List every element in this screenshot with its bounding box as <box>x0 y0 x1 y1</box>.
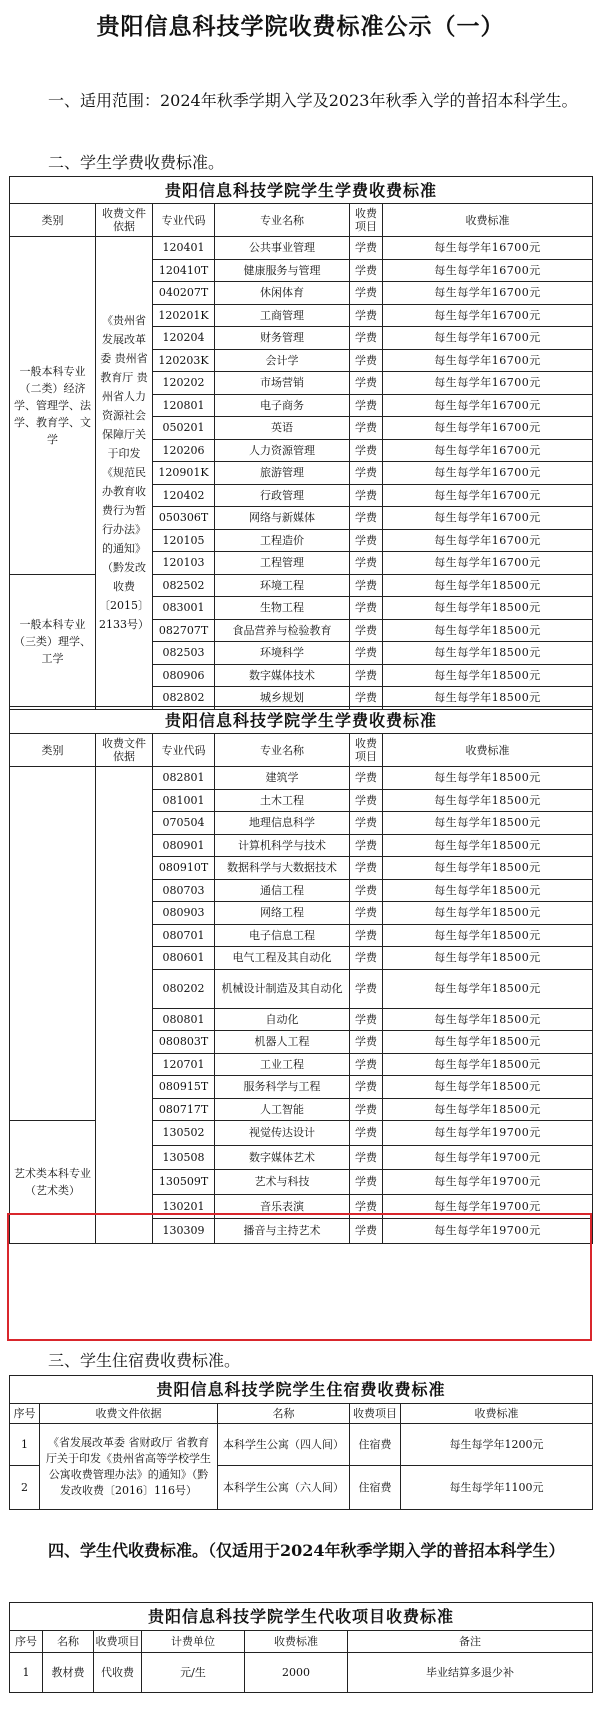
fee-item: 学费 <box>350 812 383 835</box>
fee-basis-document: 《贵州省发展改革委 贵州省教育厅 贵州省人力资源社会保障厅关于印发《规范民办教育收费行为暂行办法》的通知》（黔发改收费〔2015〕2133号） <box>96 237 153 710</box>
major-name: 播音与主持艺术 <box>215 1219 350 1244</box>
major-code: 080910T <box>153 857 215 880</box>
fee-standard: 每生每学年16700元 <box>383 484 593 507</box>
major-name: 人力资源管理 <box>215 439 350 462</box>
fee-standard: 每生每学年18500元 <box>383 574 593 597</box>
fee-item: 学费 <box>350 687 383 710</box>
category-blank <box>10 767 96 1121</box>
major-code: 080915T <box>153 1076 215 1099</box>
fee-standard: 每生每学年16700元 <box>383 372 593 395</box>
header-basis: 收费文件依据 <box>96 204 153 237</box>
header-remark: 备注 <box>348 1631 593 1653</box>
fee-standard: 每生每学年18500元 <box>383 1031 593 1054</box>
major-code: 130508 <box>153 1145 215 1170</box>
fee-standard: 每生每学年16700元 <box>383 304 593 327</box>
major-name: 机器人工程 <box>215 1031 350 1054</box>
major-code: 080801 <box>153 1008 215 1031</box>
major-name: 工商管理 <box>215 304 350 327</box>
row-index: 2 <box>10 1466 40 1510</box>
fee-standard: 每生每学年16700元 <box>383 282 593 305</box>
major-name: 公共事业管理 <box>215 237 350 260</box>
major-name: 艺术与科技 <box>215 1170 350 1195</box>
major-name: 旅游管理 <box>215 462 350 485</box>
header-name: 名称 <box>218 1404 350 1424</box>
major-code: 120206 <box>153 439 215 462</box>
major-name: 工程造价 <box>215 529 350 552</box>
header-category: 类别 <box>10 204 96 237</box>
fee-standard: 每生每学年19700元 <box>383 1145 593 1170</box>
fee-item: 学费 <box>350 507 383 530</box>
major-name: 行政管理 <box>215 484 350 507</box>
major-name: 计算机科学与技术 <box>215 834 350 857</box>
major-name: 地理信息科学 <box>215 812 350 835</box>
major-name: 财务管理 <box>215 327 350 350</box>
fee-item: 学费 <box>350 902 383 925</box>
major-name: 音乐表演 <box>215 1194 350 1219</box>
fee-item: 学费 <box>350 282 383 305</box>
fee-standard: 每生每学年18500元 <box>383 687 593 710</box>
major-code: 130509T <box>153 1170 215 1195</box>
fee-item: 学费 <box>350 1076 383 1099</box>
header-major: 专业名称 <box>215 204 350 237</box>
page-title: 贵阳信息科技学院收费标准公示（一） <box>96 13 505 40</box>
major-code: 120801 <box>153 394 215 417</box>
fee-standard: 每生每学年18500元 <box>383 924 593 947</box>
major-code: 082801 <box>153 767 215 790</box>
header-item: 收费项目 <box>350 204 383 237</box>
table-3-caption: 贵阳信息科技学院学生住宿费收费标准 <box>10 1376 593 1404</box>
major-code: 080701 <box>153 924 215 947</box>
fee-item: 学费 <box>350 259 383 282</box>
fee-standard: 每生每学年18500元 <box>383 1008 593 1031</box>
table-row <box>10 767 593 790</box>
textbook-item: 代收费 <box>94 1653 142 1693</box>
major-code: 080901 <box>153 834 215 857</box>
fee-standard: 每生每学年18500元 <box>383 789 593 812</box>
header-fee: 收费标准 <box>383 204 593 237</box>
category-type-2: 一般本科专业（二类）经济学、管理学、法学、教育学、文学 <box>10 237 96 575</box>
major-code: 050201 <box>153 417 215 440</box>
dorm-fee: 每生每学年1200元 <box>401 1424 593 1466</box>
fee-standard: 每生每学年16700元 <box>383 439 593 462</box>
fee-item: 学费 <box>350 237 383 260</box>
fee-item: 学费 <box>350 394 383 417</box>
fee-standard: 每生每学年18500元 <box>383 834 593 857</box>
major-name: 电子商务 <box>215 394 350 417</box>
major-name: 数据科学与大数据技术 <box>215 857 350 880</box>
fee-item: 学费 <box>350 789 383 812</box>
major-name: 环境科学 <box>215 642 350 665</box>
header-item: 收费项目 <box>350 1404 401 1424</box>
major-code: 130502 <box>153 1121 215 1146</box>
section-1-text: 一、适用范围：2024年秋季学期入学及2023年秋季入学的普招本科学生。 <box>48 91 578 110</box>
dorm-item: 住宿费 <box>350 1424 401 1466</box>
fee-standard: 每生每学年18500元 <box>383 1053 593 1076</box>
major-code: 080703 <box>153 879 215 902</box>
major-code: 082707T <box>153 619 215 642</box>
major-code: 130309 <box>153 1219 215 1244</box>
category-art: 艺术类本科专业（艺术类） <box>10 1121 96 1244</box>
major-name: 生物工程 <box>215 597 350 620</box>
major-code: 120701 <box>153 1053 215 1076</box>
fee-item: 学费 <box>350 1219 383 1244</box>
fee-item: 学费 <box>350 1145 383 1170</box>
header-item: 收费项目 <box>350 734 383 767</box>
major-code: 050306T <box>153 507 215 530</box>
major-name: 市场营销 <box>215 372 350 395</box>
fee-item: 学费 <box>350 969 383 1008</box>
major-code: 120105 <box>153 529 215 552</box>
major-name: 网络与新媒体 <box>215 507 350 530</box>
major-code: 120402 <box>153 484 215 507</box>
major-code: 120103 <box>153 552 215 575</box>
major-name: 电子信息工程 <box>215 924 350 947</box>
fee-item: 学费 <box>350 552 383 575</box>
major-code: 120410T <box>153 259 215 282</box>
category-type-3: 一般本科专业（三类）理学、工学 <box>10 574 96 709</box>
table-4-caption: 贵阳信息科技学院学生代收项目收费标准 <box>10 1603 593 1631</box>
fee-item: 学费 <box>350 1194 383 1219</box>
table-row <box>10 237 593 260</box>
major-name: 电气工程及其自动化 <box>215 947 350 970</box>
major-name: 自动化 <box>215 1008 350 1031</box>
fee-standard: 每生每学年18500元 <box>383 619 593 642</box>
major-name: 休闲体育 <box>215 282 350 305</box>
fee-item: 学费 <box>350 1031 383 1054</box>
fee-item: 学费 <box>350 879 383 902</box>
dorm-name: 本科学生公寓（六人间） <box>218 1466 350 1510</box>
fee-item: 学费 <box>350 924 383 947</box>
fee-standard: 每生每学年18500元 <box>383 879 593 902</box>
major-code: 120901K <box>153 462 215 485</box>
header-unit: 计费单位 <box>142 1631 245 1653</box>
header-index: 序号 <box>10 1404 40 1424</box>
major-code: 120202 <box>153 372 215 395</box>
major-code: 083001 <box>153 597 215 620</box>
major-name: 服务科学与工程 <box>215 1076 350 1099</box>
textbook-unit: 元/生 <box>142 1653 245 1693</box>
fee-item: 学费 <box>350 417 383 440</box>
fee-standard: 每生每学年18500元 <box>383 902 593 925</box>
major-code: 120201K <box>153 304 215 327</box>
fee-item: 学费 <box>350 574 383 597</box>
header-name: 名称 <box>43 1631 94 1653</box>
fee-standard: 每生每学年18500元 <box>383 947 593 970</box>
fee-standard: 每生每学年16700元 <box>383 349 593 372</box>
fee-standard: 每生每学年16700元 <box>383 417 593 440</box>
fee-standard: 每生每学年16700元 <box>383 394 593 417</box>
section-4-heading: 四、学生代收费标准。（仅适用于2024年秋季学期入学的普招本科学生） <box>48 1541 565 1560</box>
major-name: 会计学 <box>215 349 350 372</box>
major-code: 120203K <box>153 349 215 372</box>
fee-standard: 每生每学年16700元 <box>383 327 593 350</box>
agency-fee-table <box>9 1602 593 1693</box>
major-name: 数字媒体技术 <box>215 664 350 687</box>
header-basis: 收费文件依据 <box>40 1404 218 1424</box>
fee-standard: 每生每学年19700元 <box>383 1170 593 1195</box>
fee-standard: 每生每学年16700元 <box>383 552 593 575</box>
row-index: 1 <box>10 1653 43 1693</box>
fee-item: 学费 <box>350 484 383 507</box>
major-code: 082503 <box>153 642 215 665</box>
fee-item: 学费 <box>350 664 383 687</box>
major-code: 080906 <box>153 664 215 687</box>
major-name: 数字媒体艺术 <box>215 1145 350 1170</box>
textbook-name: 教材费 <box>43 1653 94 1693</box>
major-code: 081001 <box>153 789 215 812</box>
major-code: 120401 <box>153 237 215 260</box>
fee-item: 学费 <box>350 1121 383 1146</box>
fee-item: 学费 <box>350 619 383 642</box>
fee-item: 学费 <box>350 767 383 790</box>
fee-standard: 每生每学年18500元 <box>383 1076 593 1099</box>
fee-standard: 每生每学年16700元 <box>383 507 593 530</box>
major-name: 网络工程 <box>215 902 350 925</box>
fee-item: 学费 <box>350 947 383 970</box>
major-code: 080717T <box>153 1098 215 1121</box>
fee-standard: 每生每学年16700元 <box>383 529 593 552</box>
table-1-caption: 贵阳信息科技学院学生学费收费标准 <box>10 177 593 204</box>
fee-item: 学费 <box>350 834 383 857</box>
major-code: 080601 <box>153 947 215 970</box>
row-index: 1 <box>10 1424 40 1466</box>
major-code: 120204 <box>153 327 215 350</box>
fee-item: 学费 <box>350 1053 383 1076</box>
fee-item: 学费 <box>350 462 383 485</box>
fee-standard: 每生每学年18500元 <box>383 812 593 835</box>
major-code: 080202 <box>153 969 215 1008</box>
fee-item: 学费 <box>350 597 383 620</box>
major-name: 英语 <box>215 417 350 440</box>
header-category: 类别 <box>10 734 96 767</box>
header-basis: 收费文件依据 <box>96 734 153 767</box>
major-name: 人工智能 <box>215 1098 350 1121</box>
fee-item: 学费 <box>350 349 383 372</box>
table-2-caption: 贵阳信息科技学院学生学费收费标准 <box>10 707 593 734</box>
fee-standard: 每生每学年18500元 <box>383 642 593 665</box>
fee-standard: 每生每学年18500元 <box>383 857 593 880</box>
major-code: 070504 <box>153 812 215 835</box>
major-name: 环境工程 <box>215 574 350 597</box>
fee-standard: 每生每学年16700元 <box>383 237 593 260</box>
section-2-heading: 二、学生学费收费标准。 <box>48 153 225 172</box>
section-3-heading: 三、学生住宿费收费标准。 <box>48 1351 241 1370</box>
fee-item: 学费 <box>350 439 383 462</box>
tuition-table-1 <box>9 176 593 710</box>
major-name: 食品营养与检验教育 <box>215 619 350 642</box>
header-fee: 收费标准 <box>383 734 593 767</box>
fee-item: 学费 <box>350 529 383 552</box>
fee-item: 学费 <box>350 857 383 880</box>
major-code: 040207T <box>153 282 215 305</box>
header-fee: 收费标准 <box>401 1404 593 1424</box>
header-fee: 收费标准 <box>245 1631 348 1653</box>
dorm-fee-basis: 《省发展改革委 省财政厅 省教育厅关于印发《贵州省高等学校学生公寓收费管理办法》的通知》（黔发改收费〔2016〕116号） <box>40 1424 218 1510</box>
textbook-fee: 2000 <box>245 1653 348 1693</box>
header-major: 专业名称 <box>215 734 350 767</box>
major-name: 工业工程 <box>215 1053 350 1076</box>
fee-standard: 每生每学年18500元 <box>383 767 593 790</box>
fee-standard: 每生每学年19700元 <box>383 1194 593 1219</box>
major-code: 082802 <box>153 687 215 710</box>
fee-item: 学费 <box>350 327 383 350</box>
art-majors-highlight-box <box>7 1213 592 1341</box>
fee-item: 学费 <box>350 1008 383 1031</box>
fee-basis-blank <box>96 767 153 1244</box>
fee-standard: 每生每学年18500元 <box>383 664 593 687</box>
major-code: 080803T <box>153 1031 215 1054</box>
header-item: 收费项目 <box>94 1631 142 1653</box>
major-name: 机械设计制造及其自动化 <box>215 969 350 1008</box>
major-name: 通信工程 <box>215 879 350 902</box>
fee-item: 学费 <box>350 1170 383 1195</box>
header-code: 专业代码 <box>153 734 215 767</box>
major-code: 082502 <box>153 574 215 597</box>
header-index: 序号 <box>10 1631 43 1653</box>
header-code: 专业代码 <box>153 204 215 237</box>
fee-standard: 每生每学年16700元 <box>383 462 593 485</box>
fee-item: 学费 <box>350 1098 383 1121</box>
major-code: 080903 <box>153 902 215 925</box>
fee-standard: 每生每学年16700元 <box>383 259 593 282</box>
fee-standard: 每生每学年19700元 <box>383 1121 593 1146</box>
tuition-table-2 <box>9 706 593 1244</box>
dorm-name: 本科学生公寓（四人间） <box>218 1424 350 1466</box>
fee-item: 学费 <box>350 372 383 395</box>
major-name: 视觉传达设计 <box>215 1121 350 1146</box>
fee-standard: 每生每学年19700元 <box>383 1219 593 1244</box>
dorm-item: 住宿费 <box>350 1466 401 1510</box>
fee-item: 学费 <box>350 304 383 327</box>
dorm-fee: 每生每学年1100元 <box>401 1466 593 1510</box>
major-code: 130201 <box>153 1194 215 1219</box>
major-name: 土木工程 <box>215 789 350 812</box>
major-name: 建筑学 <box>215 767 350 790</box>
major-name: 城乡规划 <box>215 687 350 710</box>
dormitory-table <box>9 1375 593 1510</box>
major-name: 工程管理 <box>215 552 350 575</box>
fee-standard: 每生每学年18500元 <box>383 597 593 620</box>
textbook-remark: 毕业结算多退少补 <box>348 1653 593 1693</box>
fee-item: 学费 <box>350 642 383 665</box>
fee-standard: 每生每学年18500元 <box>383 1098 593 1121</box>
fee-standard: 每生每学年18500元 <box>383 969 593 1008</box>
major-name: 健康服务与管理 <box>215 259 350 282</box>
